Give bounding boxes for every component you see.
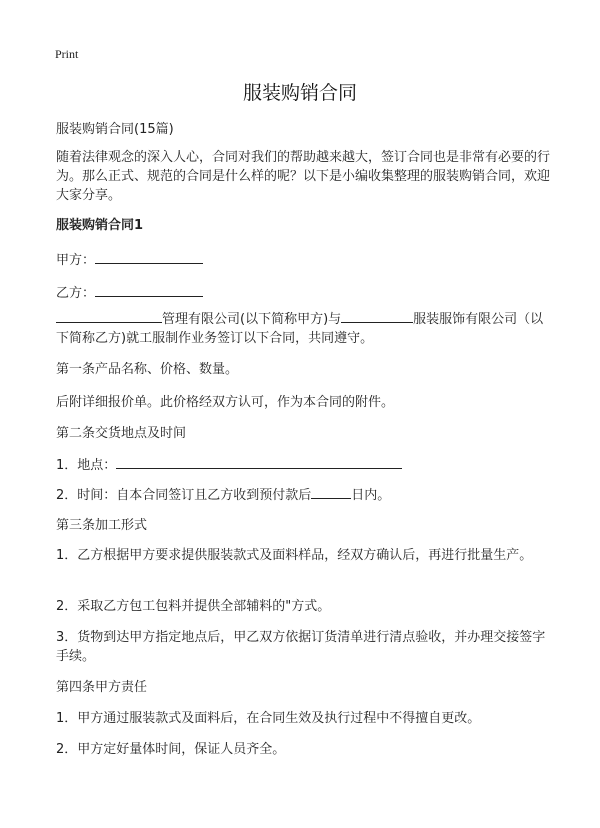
print-link[interactable]: Print xyxy=(55,47,79,61)
party-a-blank xyxy=(95,250,203,264)
intro-clause-part2: 服装服饰有限公司（以下简称乙方)就工服制作业务签订以下合同，共同遵守。 xyxy=(56,312,544,346)
time-label: 2．时间：自本合同签订且乙方收到预付款后 xyxy=(56,488,312,503)
article-2-item-2 xyxy=(56,485,550,505)
document-title: 服装购销合同 xyxy=(242,82,357,104)
article-4-title: 第四条甲方责任 xyxy=(56,680,148,695)
time-suffix: 日内。 xyxy=(351,488,391,503)
intro-clause xyxy=(56,309,550,348)
article-3-title: 第三条加工形式 xyxy=(56,518,148,533)
intro-paragraph: 随着法律观念的深入人心，合同对我们的帮助越来越大，签订合同也是非常有必要的行为。那么正式、规范的合同是什么样的呢？以下是小编收集整理的服装购销合同，欢迎大家分享。 xyxy=(56,150,551,203)
article-3-item-3: 3．货物到达甲方指定地点后，甲乙双方依据订货清单进行清点验收，并办理交接签字手续。 xyxy=(56,630,546,664)
article-4-item-2: 2．甲方定好量体时间，保证人员齐全。 xyxy=(56,742,286,757)
party-b-blank xyxy=(95,283,203,297)
article-2-item-1 xyxy=(56,455,550,475)
party-b-label: 乙方： xyxy=(56,286,96,301)
company-a-blank xyxy=(56,309,162,323)
article-1-body: 后附详细报价单。此价格经双方认可，作为本合同的附件。 xyxy=(56,395,395,410)
party-b-line xyxy=(56,283,550,303)
article-2-title: 第二条交货地点及时间 xyxy=(56,426,187,441)
document-subtitle: 服装购销合同(15篇) xyxy=(56,122,174,137)
article-3-item-2: 2．采取乙方包工包料并提供全部辅料的"方式。 xyxy=(56,599,331,614)
article-1-title: 第一条产品名称、价格、数量。 xyxy=(56,362,239,377)
party-a-label: 甲方： xyxy=(56,253,96,268)
article-3-item-1: 1．乙方根据甲方要求提供服装款式及面料样品，经双方确认后，再进行批量生产。 xyxy=(56,548,533,563)
days-blank xyxy=(311,485,351,499)
party-a-line xyxy=(56,250,550,270)
location-blank xyxy=(116,455,402,469)
article-4-item-1: 1．甲方通过服装款式及面料后，在合同生效及执行过程中不得擅自更改。 xyxy=(56,711,481,726)
company-b-blank xyxy=(341,309,413,323)
intro-clause-part1: 管理有限公司(以下简称甲方)与 xyxy=(162,312,342,327)
section-heading: 服装购销合同1 xyxy=(56,218,144,233)
location-label: 1．地点： xyxy=(56,458,117,473)
